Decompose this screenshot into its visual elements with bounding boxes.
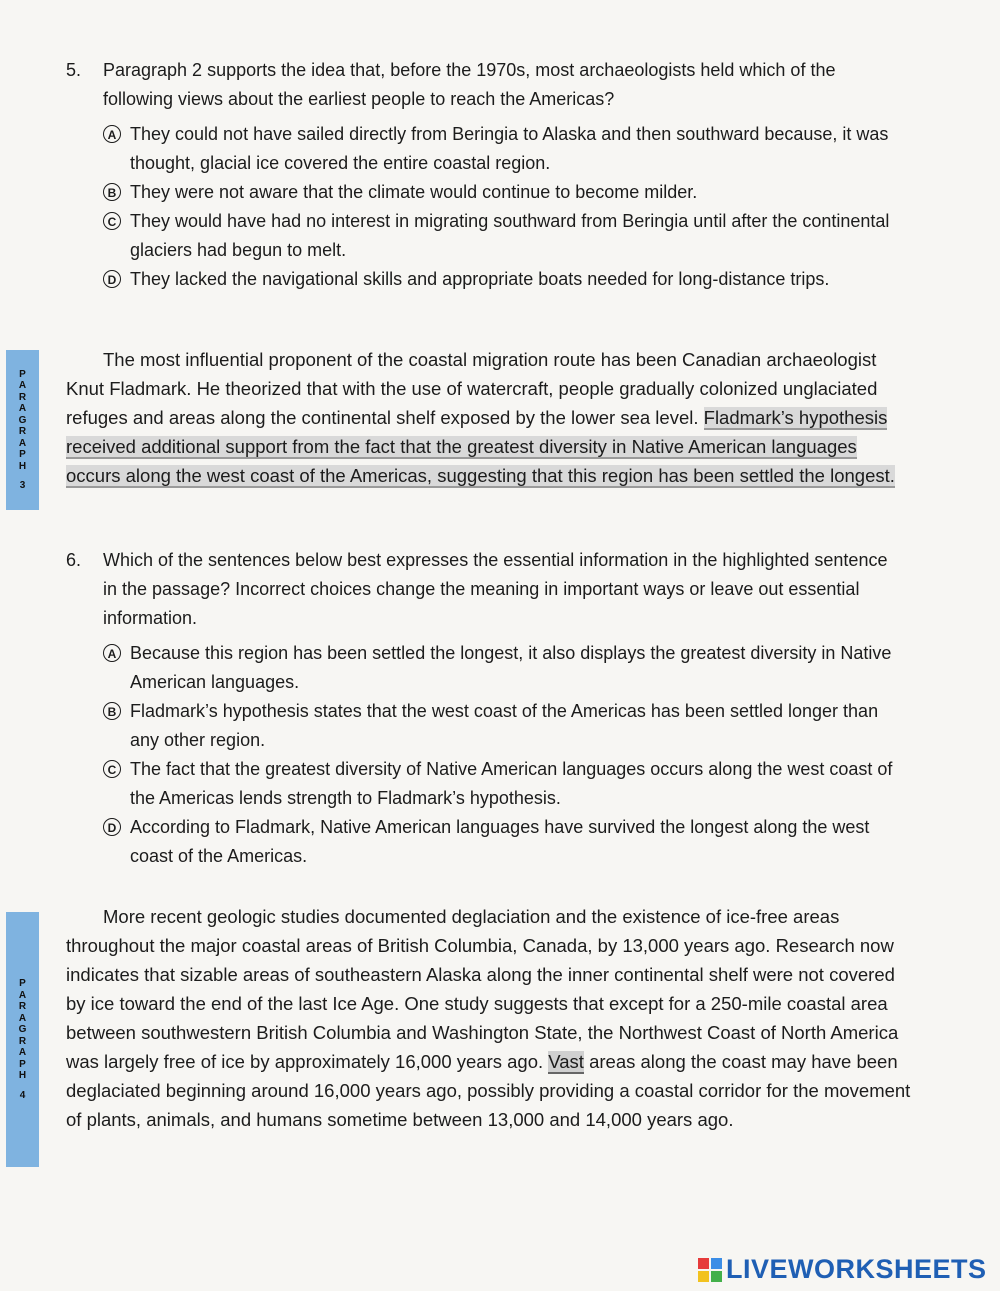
paragraph-3 — [66, 345, 900, 490]
option-letter-icon[interactable]: C — [103, 760, 121, 778]
paragraph-tab-number: 3 — [19, 480, 26, 492]
paragraph-4-tab — [6, 912, 39, 1167]
paragraph-3-tab — [6, 350, 39, 510]
liveworksheets-logo-icon — [698, 1258, 722, 1282]
option-letter-icon[interactable]: C — [103, 212, 121, 230]
question-text: Paragraph 2 supports the idea that, before the 1970s, most archaeologists held which of the following views about the earliest people to reach the Americas? — [103, 60, 836, 109]
liveworksheets-logo — [698, 1254, 987, 1285]
paragraph-text-continued: areas along the coast may have been deglaciated beginning around 16,000 years ago, possibly providing a coastal corridor for the movement of plants, animals, and humans sometime between 13,000 and 14,000 years ago. — [66, 1051, 911, 1130]
question-number: 5. — [66, 60, 82, 80]
question-6 — [66, 546, 906, 871]
option-c[interactable] — [103, 207, 906, 265]
paragraph-4 — [66, 902, 912, 1134]
answer-options — [66, 120, 906, 294]
option-b[interactable] — [103, 697, 906, 755]
option-letter-icon[interactable]: A — [103, 125, 121, 143]
option-text: According to Fladmark, Native American languages have survived the longest along the west coast of the Americas. — [130, 817, 870, 866]
option-a[interactable] — [103, 120, 906, 178]
option-text: They would have had no interest in migrating southward from Beringia until after the continental glaciers had begun to melt. — [130, 211, 890, 260]
question-number: 6. — [66, 550, 82, 570]
option-b[interactable] — [103, 178, 906, 207]
option-letter-icon[interactable]: B — [103, 183, 121, 201]
option-text: Because this region has been settled the longest, it also displays the greatest diversity in Native American languages. — [130, 643, 892, 692]
paragraph-text: More recent geologic studies documented deglaciation and the existence of ice-free areas throughout the major coastal areas of British Columbia, Canada, by 13,000 years ago. Research now indicates that sizable areas of southeastern Alaska along the inner continental shelf were not covered by ice toward the end of the last Ice Age. One study suggests that except for a 250-mile coastal area between southwestern British Columbia and Washington State, the Northwest Coast of North America was largely free of ice by approximately 16,000 years ago. — [66, 906, 899, 1072]
option-letter-icon[interactable]: B — [103, 702, 121, 720]
option-text: The fact that the greatest diversity of Native American languages occurs along the west coast of the Americas lends strength to Fladmark’s hypothesis. — [130, 759, 893, 808]
highlighted-word[interactable]: Vast — [548, 1051, 584, 1072]
answer-options — [66, 639, 906, 871]
option-text: Fladmark’s hypothesis states that the west coast of the Americas has been settled longer than any other region. — [130, 701, 879, 750]
option-d[interactable] — [103, 813, 906, 871]
option-letter-icon[interactable]: D — [103, 270, 121, 288]
paragraph-tab-label: P A R A G R A P H — [18, 368, 27, 472]
paragraph-tab-label: P A R A G R A P H — [18, 978, 27, 1082]
logo-text: LIVEWORKSHEETS — [726, 1254, 987, 1284]
option-c[interactable] — [103, 755, 906, 813]
highlighted-sentence: Fladmark’s hypothesis received additional support from the fact that the greatest diversity in Native American languages occurs along the west coast of the Americas, suggesting that this region has been settled the longest. — [66, 407, 895, 486]
question-text: Which of the sentences below best expresses the essential information in the highlighted sentence in the passage? Incorrect choices change the meaning in important ways or leave out essential information. — [103, 550, 888, 628]
option-a[interactable] — [103, 639, 906, 697]
option-d[interactable] — [103, 265, 906, 294]
paragraph-tab-number: 4 — [19, 1089, 26, 1101]
option-text: They could not have sailed directly from Beringia to Alaska and then southward because, it was thought, glacial ice covered the entire coastal region. — [130, 124, 889, 173]
option-text: They lacked the navigational skills and appropriate boats needed for long-distance trips. — [130, 269, 830, 289]
option-letter-icon[interactable]: A — [103, 644, 121, 662]
paragraph-text: The most influential proponent of the coastal migration route has been Canadian archaeologist Knut Fladmark. He theorized that with the use of watercraft, people gradually colonized unglaciated refuges and areas along the continental shelf exposed by the lower sea level. — [66, 349, 878, 428]
option-letter-icon[interactable]: D — [103, 818, 121, 836]
question-5 — [66, 56, 906, 294]
option-text: They were not aware that the climate would continue to become milder. — [130, 182, 698, 202]
